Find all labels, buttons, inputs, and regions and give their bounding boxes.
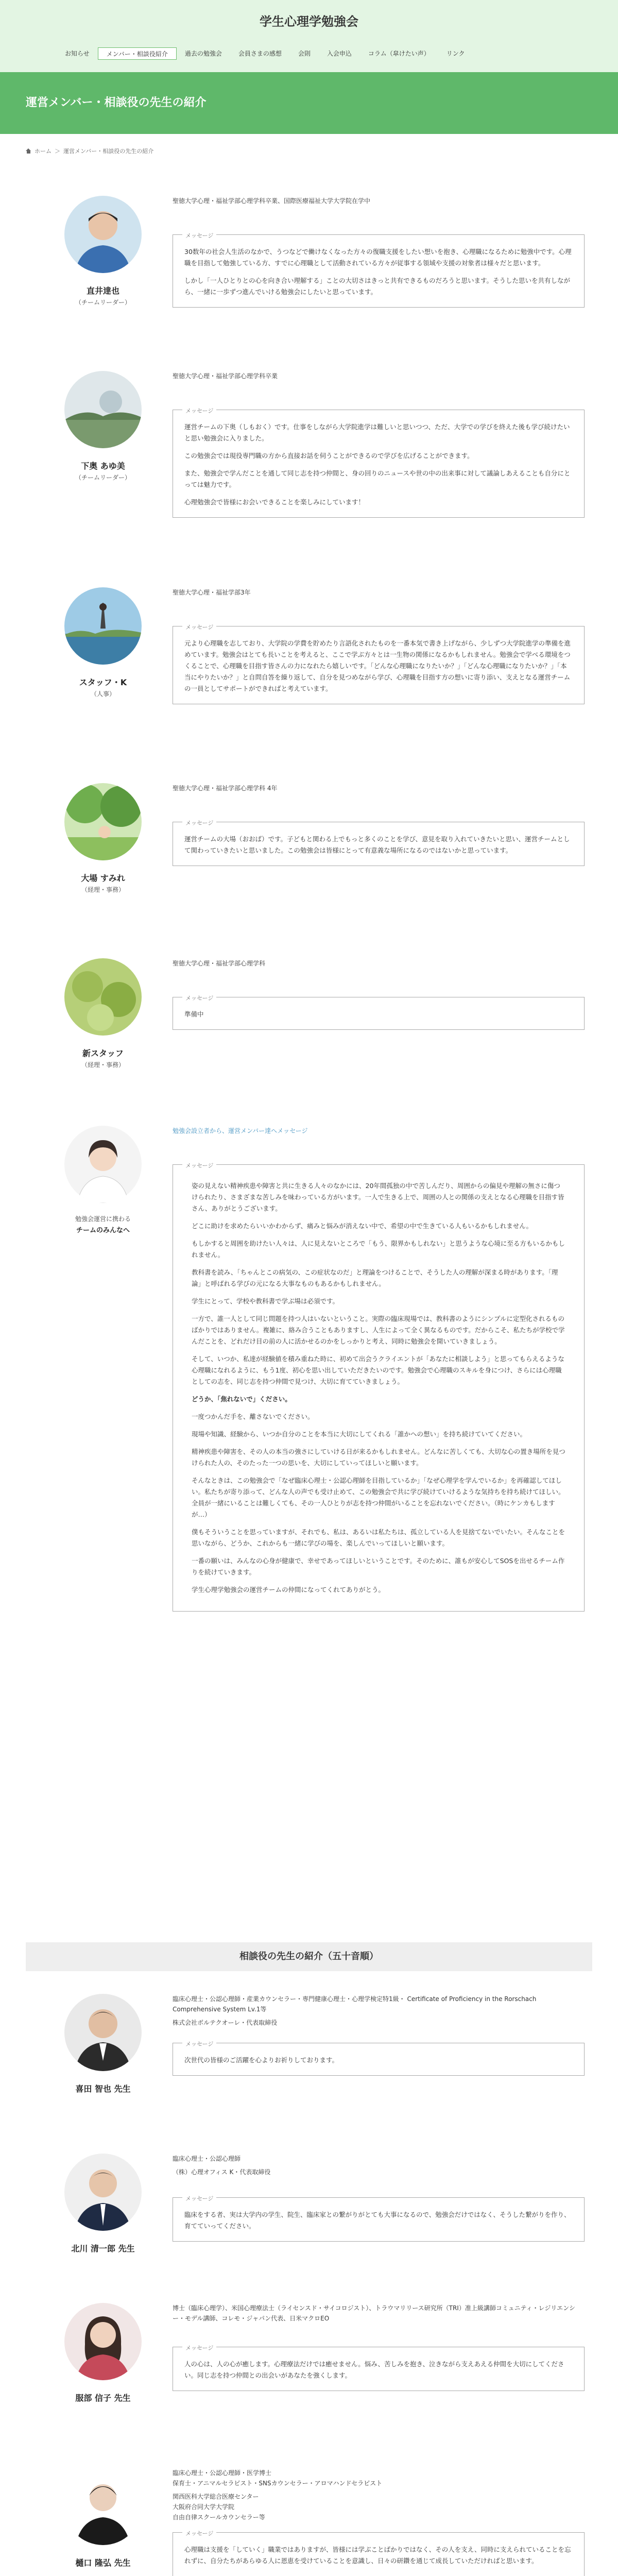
affiliation-line: 臨床心理士・公認心理師 [173,2155,241,2162]
avatar [64,2154,142,2231]
consultant-affiliation [173,2303,585,2324]
message-text: 姿の見えない精神疾患や障害と共に生きる人々のなかには、20年間孤独の中で苦しんだり、周囲からの偏見や理解の無さに傷つけられたり、さまざまな苦しみを味わっている方がいます。一人で生きる上で、周囲の人との関係の支えとなる心理職を目指す皆さん、ありがとうございます。 [192,1182,564,1212]
message-text: この勉強会では現役専門職の方から直接お話を伺うことができるので学びを広げることができます。 [184,452,474,460]
site-title[interactable]: 学生心理学勉強会 [260,14,358,29]
nav-column[interactable]: コラム（皐けたい声） [368,50,430,57]
member-affiliation: 聖徳大学心理・福祉学部心理学科卒業、国際医療福祉大学大学院在学中 [173,197,371,205]
message-text: 学生にとって、学校や教科書で学ぶ場は必須です。 [192,1297,339,1305]
message-text: もしかすると周囲を助けたい人々は、人に見えないところで「もう、限界かもしれない」と思うような心境に至る方もいるかもしれません。 [192,1240,565,1259]
message-label: メッセージ [182,2193,216,2205]
message-label: メッセージ [182,2039,216,2050]
message-label: メッセージ [182,2343,216,2354]
message-text: 元より心理職を志しており、大学院の学費を貯めたり言語化されたものを一番本気で書き上げながら、少しずつ大学院進学の準備を進めています。勉強会はとても長いことを考えると、ここで学ぶ方々とは一生物の関係になるかもしれません。勉強会で学べる環境をつくることで、心理職を目指す皆さんの力になれたら嬉しいです。「どんな心理職になりたいか？」「どんな心理職になりたいか？」「本当にやりたいか？」と自問自答を繰り返して、自分を見つめながら学び、心理職を目指す方の想いに寄り添い、支えとなる運営チームの一員としてサポートができればと考えています。 [184,639,571,692]
consultant-affiliation [173,2468,585,2522]
avatar [64,587,142,665]
message-text: 一方で、誰一人として同じ問題を持つ人はいないということ。実際の臨床現場では、教科書のようにシンプルに定型化されるものばかりではありません。複雑に、絡み合うこともありますし、人生によって全く異なるものです。だからこそ、私たちが学校で学んだことを、どれだけ目の前の人に活かせるのかをしっかりと考え、同時に勉強会を開いていきましょう。 [192,1315,565,1345]
nav-news[interactable]: お知らせ [65,50,90,57]
message-text: 教科書を読み、「ちゃんとこの病気の、この症状なのだ」と理論をつけることで、そうした人の理解が深まる時があります。「理論」と呼ばれる学びの元になる大事なものもあるかもしれません。 [192,1268,558,1287]
member-name: スタッフ・K [79,677,127,687]
main-nav [57,47,473,60]
team-message-section [52,1126,587,1929]
affiliation-line: 保育士・アニマルセラピスト・SNSカウンセラー・アロマハンドセラピスト [173,2480,383,2487]
message-box [173,2347,585,2391]
member-card [52,371,587,541]
message-box [173,1164,585,1612]
member-role: （チームリーダー） [75,474,131,481]
avatar [64,1126,142,1203]
consultant-card [52,1994,587,2133]
member-card [52,958,587,1082]
message-text: 運営チームの下奥（しもおく）です。仕事をしながら大学院進学は難しいと思いつつ、ただ、大学での学びを終えた後も学び続けたいと思い勉強会に入りました。 [184,423,570,442]
member-card [52,783,587,922]
page-title: 運営メンバー・相談役の先生の紹介 [26,96,207,109]
message-label: メッセージ [182,993,216,1004]
site-header [0,0,618,72]
member-affiliation: 聖徳大学心理・福祉学部心理学科卒業 [173,372,278,380]
message-text: どうか、「焦れないで」ください。 [192,1395,291,1403]
team-caption: 勉強会運営に携わる [75,1215,131,1223]
message-text: 人の心は、人の心が癒します。心理療法だけでは癒せません。悩み、苦しみを抱き、泣きながら支えあえる仲間を大切にしてください。同じ志を持つ仲間との出会いがあなたを強くします。 [184,2360,564,2379]
member-name: 下奥 あゆ美 [81,461,125,471]
message-text: どこに助けを求めたらいいかわからず、痛みと悩みが消えない中で、希望の中で生きている人もいるかもしれません。 [192,1222,533,1230]
message-box [173,822,585,866]
member-role: （人事） [90,690,115,698]
nav-links[interactable]: リンク [446,50,465,57]
team-message-heading: 勉強会設立者から、運営メンバー達へメッセージ [173,1127,308,1134]
member-affiliation: 聖徳大学心理・福祉学部3年 [173,589,251,596]
message-text: しかし「一人ひとりとの心を向き合い理解する」ことの大切さはきっと共有できるものだろうと思います。そうした思いを共有しながら、一緒に一歩ずつ進んでいける勉強会にしたいと思っています。 [184,277,571,296]
avatar [64,196,142,273]
affiliation-line: 大阪府合同大学大学院 [173,2503,235,2511]
breadcrumb [26,147,153,155]
consultant-card [52,2303,587,2447]
affiliation-line: 関西医科大学総合医療センター [173,2493,259,2500]
message-text: 次世代の皆様のご活躍を心よりお祈りしております。 [184,2056,339,2064]
nav-past-meetings[interactable]: 過去の勉強会 [184,50,222,57]
message-text: 30数年の社会人生活のなかで、うつなどで働けなくなった方々の復職支援をしたい想いを抱き、心理職になるために勉強中です。心理職を目指して勉強している方、すでに心理職として活動されている方々が従事する領域や支援の対象者は様々だと思います。 [184,248,572,267]
consultant-affiliation [173,2154,585,2177]
message-text: 臨床をする者、実は大学内の学生、院生、臨床家との繋がりがとても大事になるので、勉強会だけではなく、そうした繋がりを作り、育てていってください。 [184,2211,571,2230]
avatar [64,2468,142,2545]
breadcrumb-home[interactable]: ホーム [35,148,52,155]
message-text: 心理勉強会で皆様にお会いできることを楽しみにしています！ [184,498,365,506]
affiliation-line: 株式会社ボルテクオーレ・代表取締役 [173,2019,278,2026]
message-label: メッセージ [182,405,216,417]
member-affiliation: 聖徳大学心理・福祉学部心理学科 4年 [173,785,278,792]
message-box [173,234,585,308]
nav-rules[interactable]: 会則 [298,50,311,57]
consultant-card [52,2468,587,2576]
message-label: メッセージ [182,2528,216,2539]
consultant-affiliation [173,1994,585,2028]
consultant-name: 服部 信子 先生 [75,2393,131,2403]
page-hero [0,72,618,134]
avatar [64,783,142,860]
home-icon [26,148,31,154]
breadcrumb-separator: ＞ [55,148,60,155]
message-text: また、勉強会で学んだことを通して同じ志を持つ仲間と、身の回りのニュースや世の中の出来事に対して議論しあえることも自分にとっては魅力です。 [184,469,571,488]
member-card [52,196,587,330]
affiliation-line: 臨床心理士・公認心理師・医学博士 [173,2469,272,2477]
member-name: 大場 すみれ [81,873,125,883]
affiliation-line: 臨床心理士・公認心理師・産業カウンセラー・専門健康心理士・心理学検定特1級・ Certificate of Proficiency in the Rorschach Comprehensive System Lv.1等 [173,1995,537,2013]
message-box [173,2043,585,2076]
message-text: 一番の願いは、みんなの心身が健康で、幸せであってほしいということです。そのために、誰もが安心してSOSを出せるチーム作りを続けていきます。 [192,1557,565,1576]
message-text: 一度つかんだ手を、離さないでください。 [192,1413,314,1420]
consultant-name: 北川 清一郎 先生 [71,2244,135,2253]
consultant-name: 喜田 智也 先生 [75,2084,131,2094]
member-affiliation: 聖徳大学心理・福祉学部心理学科 [173,960,266,967]
member-name: 新スタッフ [82,1048,124,1058]
avatar [64,371,142,448]
message-label: メッセージ [182,818,216,829]
message-text: そして、いつか、私達が経験値を積み重ねた時に、初めて出会うクライエントが「あなたに相談しよう」と思ってもらえるような心理職になれるように、もう1度、初心を思い出していただきたいのです。勉強会で心理職のスキルを身につけ、さらには心理職としての志を、同じ志を持つ仲間で見つけ、大切に育てていきましょう。 [192,1355,564,1385]
message-text: 心理職は支援を「していく」職業ではありますが、皆様には学ぶことばかりではなく、その人を支え、同時に支えられていることを忘れずに、自分たちがあらゆる人に恩恵を受けていることを意識し、日々の研鑽を通じて成長していただければと思います。 [184,2546,571,2565]
message-text: 精神疾患や障害を、その人の本当の強さにしていける日が来るかもしれません。どんなに苦しくても、大切な心の置き場所を見つけられた人の、そのたった一つの思いを、大切にしていってほしいと願います。 [192,1448,565,1467]
message-box [173,410,585,518]
message-label: メッセージ [182,230,216,242]
member-role: （経理・事務） [81,1061,125,1069]
message-text: 運営チームの大場（おおば）です。子どもと関わる上でもっと多くのことを学び、意見を取り入れていきたいと思い、運営チームとして関わっていきたいと思いました。この勉強会は皆様にとって有意義な場所になるのではないかと思っています。 [184,835,570,854]
nav-feedback[interactable]: 会員さまの感想 [238,50,282,57]
avatar [64,2303,142,2380]
affiliation-line: （株）心理オフィス K・代表取締役 [173,2168,271,2176]
nav-join[interactable]: 入会申込 [327,50,352,57]
message-label: メッセージ [182,622,216,633]
avatar [64,958,142,1036]
consultant-name: 樋口 隆弘 先生 [75,2558,131,2568]
member-card [52,587,587,742]
nav-members[interactable]: メンバー・相談役紹介 [98,47,177,60]
message-box [173,626,585,704]
affiliation-line: 自由自律スクールカウンセラー等 [173,2514,265,2521]
consultants-section-title: 相談役の先生の紹介（五十音順） [26,1942,592,1971]
member-role: （経理・事務） [81,886,125,893]
consultant-card [52,2154,587,2287]
member-role: （チームリーダー） [75,299,131,306]
message-text: そんなときは、この勉強会で「なぜ臨床心理士・公認心理師を目指しているか」「なぜ心理学を学んでいるか」を再確認してほしい。私たちが寄り添って、どんな人の声でも受け止めて、この勉強会で共に学び続けていけるような気持ちを持ち続けてほしい。全員が一緒にいることは難しくても、その一人ひとりが志を持つ仲間がいることを忘れないでください。（時にケンカもしますが…） [192,1477,565,1518]
message-text: 僕もそういうことを思っていますが、それでも、私は、あるいは私たちは、孤立している人を見捨てないでいたい。そんなことを思いながら、どうか、これからも一緒に学びの場を、楽しんでいってほしいと願います。 [192,1528,565,1547]
message-text: 現場や知識、経験から、いつか自分のことを本当に大切にしてくれる「誰かへの想い」を持ち続けていてください。 [192,1430,527,1438]
message-text: 学生心理学勉強会の運営チームの仲間になってくれてありがとう。 [192,1586,385,1594]
affiliation-line: 博士（臨床心理学）、米国心理療法士（ライセンスド・サイコロジスト）、トラウマリリース研究所（TRI）准上級講師コミュニティ・レジリエンシー・モデル講師、コレモ・ジャパン代表、日米マクロEO [173,2304,575,2322]
message-box [173,2197,585,2242]
member-name: 直井達也 [86,286,119,296]
breadcrumb-current: 運営メンバー・相談役の先生の紹介 [63,148,154,155]
avatar [64,1994,142,2071]
message-box [173,2532,585,2576]
team-caption-bold: チームのみんなへ [76,1227,130,1234]
message-box [173,997,585,1030]
message-label: メッセージ [182,1160,216,1172]
message-text: 準備中 [184,1010,204,1018]
